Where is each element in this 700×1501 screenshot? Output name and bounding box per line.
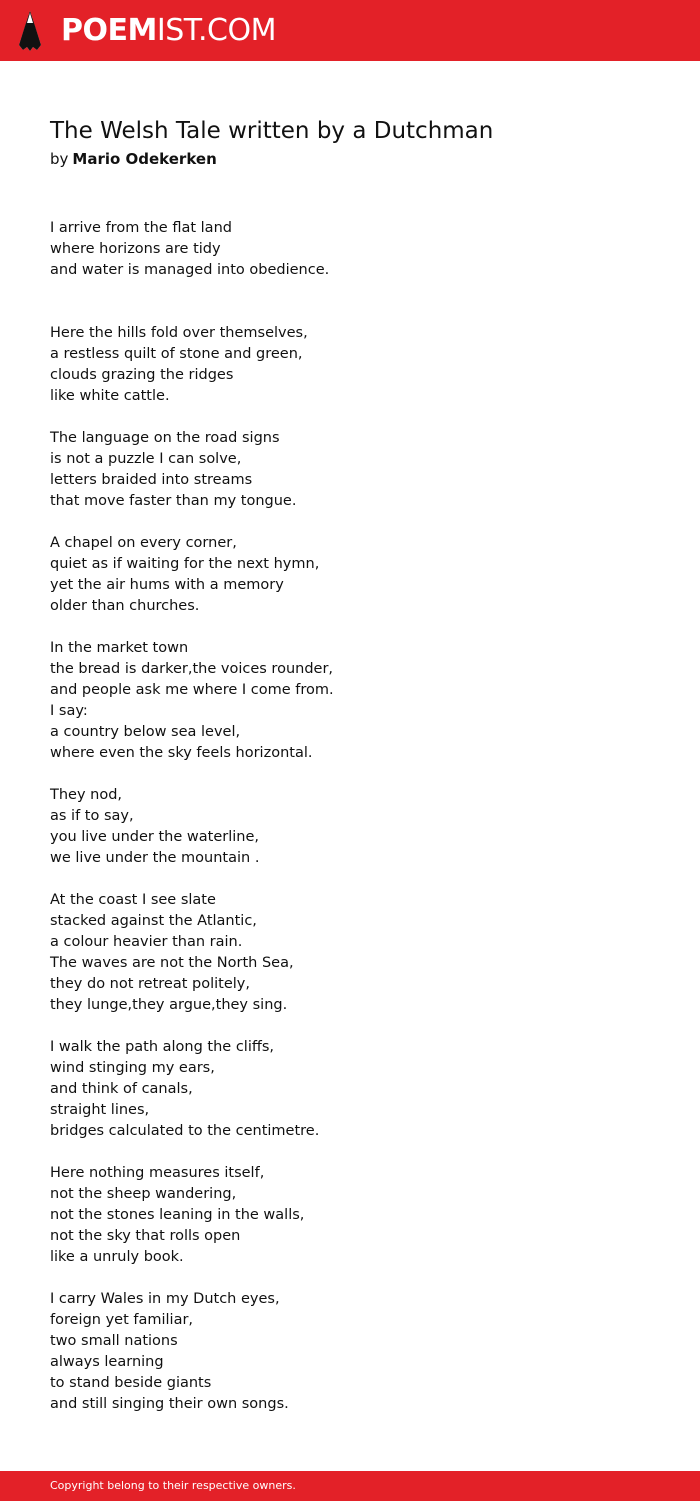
poem-line: The language on the road signs	[50, 430, 280, 446]
site-logo-link[interactable]	[17, 8, 276, 54]
copyright-notice: Copyright belong to their respective owners.	[50, 1479, 296, 1492]
poem-line: stacked against the Atlantic,	[50, 913, 257, 929]
stanza	[50, 218, 650, 323]
poem-line: and water is managed into obedience.	[50, 262, 330, 278]
poem-title: The Welsh Tale written by a Dutchman	[50, 118, 494, 144]
poem-line: where even the sky feels horizontal.	[50, 745, 313, 761]
poem-line: they do not retreat politely,	[50, 976, 250, 992]
stanza	[50, 638, 650, 785]
poem-line: older than churches.	[50, 598, 200, 614]
pencil-tip-icon	[17, 9, 43, 53]
poem-line: letters braided into streams	[50, 472, 253, 488]
poem-line: I say:	[50, 703, 88, 719]
poem-line: not the sky that rolls open	[50, 1228, 241, 1244]
stanza	[50, 1163, 650, 1289]
poem-line: a country below sea level,	[50, 724, 241, 740]
by-label: by	[50, 150, 69, 168]
poem-line: two small nations	[50, 1333, 178, 1349]
poem-line: a restless quilt of stone and green,	[50, 346, 303, 362]
poem-line: not the stones leaning in the walls,	[50, 1207, 305, 1223]
poem-line: straight lines,	[50, 1102, 150, 1118]
poem-line: They nod,	[50, 787, 123, 803]
author-name: Mario Odekerken	[72, 150, 217, 168]
poem-line: always learning	[50, 1354, 164, 1370]
site-logo-text	[61, 13, 276, 48]
poem-line: I carry Wales in my Dutch eyes,	[50, 1291, 280, 1307]
poem-line: bridges calculated to the centimetre.	[50, 1123, 320, 1139]
poem-line: At the coast I see slate	[50, 892, 216, 908]
poem-line: as if to say,	[50, 808, 134, 824]
poem-line: you live under the waterline,	[50, 829, 259, 845]
poem-line: foreign yet familiar,	[50, 1312, 194, 1328]
stanza	[50, 1289, 650, 1415]
poem-line: not the sheep wandering,	[50, 1186, 237, 1202]
poem-line: and people ask me where I come from.	[50, 682, 334, 698]
poem-line: and think of canals,	[50, 1081, 193, 1097]
byline	[50, 148, 217, 170]
stanza	[50, 533, 650, 638]
poem-line: and still singing their own songs.	[50, 1396, 289, 1412]
poem-line: Here the hills fold over themselves,	[50, 325, 308, 341]
poem-line: I arrive from the flat land	[50, 220, 232, 236]
footer-bar	[0, 1471, 700, 1501]
poem-line: The waves are not the North Sea,	[50, 955, 294, 971]
header-bar	[0, 0, 700, 61]
stanza	[50, 890, 650, 1037]
stanza	[50, 1037, 650, 1163]
poem-line: In the market town	[50, 640, 189, 656]
poem-line: like a unruly book.	[50, 1249, 184, 1265]
poem-line: they lunge,they argue,they sing.	[50, 997, 288, 1013]
poem-body	[50, 218, 650, 1415]
stanza	[50, 428, 650, 533]
poem-line: A chapel on every corner,	[50, 535, 237, 551]
logo-light-text: IST.COM	[156, 13, 276, 48]
poem-line: clouds grazing the ridges	[50, 367, 234, 383]
stanza	[50, 785, 650, 890]
poem-line: the bread is darker,the voices rounder,	[50, 661, 334, 677]
stanza	[50, 323, 650, 428]
poem-line: is not a puzzle I can solve,	[50, 451, 242, 467]
logo-bold-text: POEM	[61, 13, 157, 48]
poem-line: I walk the path along the cliffs,	[50, 1039, 275, 1055]
poem-line: quiet as if waiting for the next hymn,	[50, 556, 320, 572]
poem-line: Here nothing measures itself,	[50, 1165, 265, 1181]
poem-line: that move faster than my tongue.	[50, 493, 297, 509]
poem-line: a colour heavier than rain.	[50, 934, 243, 950]
poem-line: where horizons are tidy	[50, 241, 221, 257]
poem-line: like white cattle.	[50, 388, 170, 404]
poem-line: yet the air hums with a memory	[50, 577, 284, 593]
poem-line: we live under the mountain .	[50, 850, 260, 866]
poem-line: to stand beside giants	[50, 1375, 212, 1391]
poem-line: wind stinging my ears,	[50, 1060, 215, 1076]
